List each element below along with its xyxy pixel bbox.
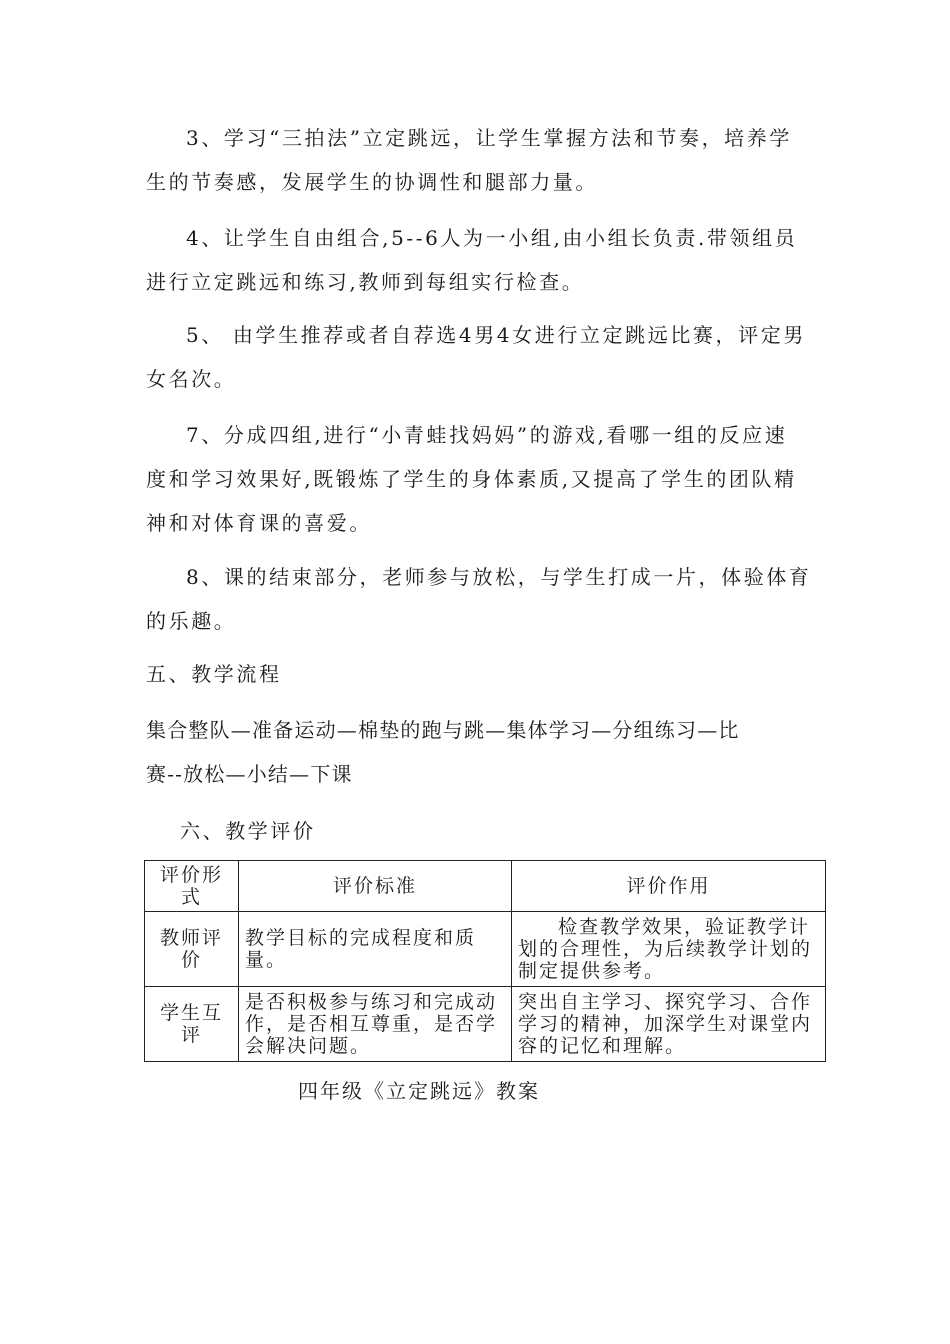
paragraph-line: 7、分成四组,进行“小青蛙找妈妈”的游戏,看哪一组的反应速 [186, 423, 788, 447]
flow-line: 赛--放松—小结—下课 [146, 762, 353, 786]
paragraph-item-4 [146, 224, 806, 312]
paragraph-line: 5、 由学生推荐或者自荐选4男4女进行立定跳远比赛，评定男 [186, 323, 806, 347]
table-row [145, 912, 826, 987]
paragraph-item-7 [146, 421, 806, 553]
cell-standard: 是否积极参与练习和完成动作，是否相互尊重，是否学会解决问题。 [239, 987, 512, 1062]
paragraph-line: 生的节奏感，发展学生的协调性和腿部力量。 [146, 170, 598, 194]
header-cell-form: 评价形式 [145, 861, 239, 912]
evaluation-table [144, 860, 826, 1062]
table-row [145, 987, 826, 1062]
paragraph-line: 神和对体育课的喜爱。 [146, 511, 372, 535]
paragraph-line: 3、学习“三拍法”立定跳远，让学生掌握方法和节奏，培养学 [186, 126, 792, 150]
paragraph-line: 的乐趣。 [146, 609, 237, 633]
cell-standard: 教学目标的完成程度和质量。 [239, 912, 512, 987]
section-heading-evaluation: 六、教学评价 [180, 819, 316, 843]
paragraph-item-3 [146, 124, 806, 212]
header-cell-effect: 评价作用 [512, 861, 826, 912]
flow-line: 集合整队—准备运动—棉垫的跑与跳—集体学习—分组练习—比 [146, 718, 740, 742]
paragraph-item-5 [146, 321, 806, 409]
cell-effect: 突出自主学习、探究学习、合作学习的精神，加深学生对课堂内容的记忆和理解。 [512, 987, 826, 1062]
cell-form: 教师评价 [145, 912, 239, 987]
paragraph-line: 女名次。 [146, 367, 237, 391]
section-heading-flow: 五、教学流程 [146, 662, 282, 686]
paragraph-line: 8、课的结束部分，老师参与放松，与学生打成一片，体验体育 [186, 565, 812, 589]
table-header-row [145, 861, 826, 912]
teaching-flow [146, 716, 806, 804]
paragraph-line: 度和学习效果好,既锻炼了学生的身体素质,又提高了学生的团队精 [146, 467, 797, 491]
cell-effect: 检查教学效果，验证教学计划的合理性，为后续教学计划的制定提供参考。 [512, 912, 826, 987]
paragraph-item-8 [146, 563, 812, 651]
document-caption: 四年级《立定跳远》教案 [298, 1079, 540, 1103]
paragraph-line: 4、让学生自由组合,5--6人为一小组,由小组长负责.带领组员 [186, 226, 798, 250]
header-cell-standard: 评价标准 [239, 861, 512, 912]
cell-form: 学生互评 [145, 987, 239, 1062]
paragraph-line: 进行立定跳远和练习,教师到每组实行检查。 [146, 270, 585, 294]
